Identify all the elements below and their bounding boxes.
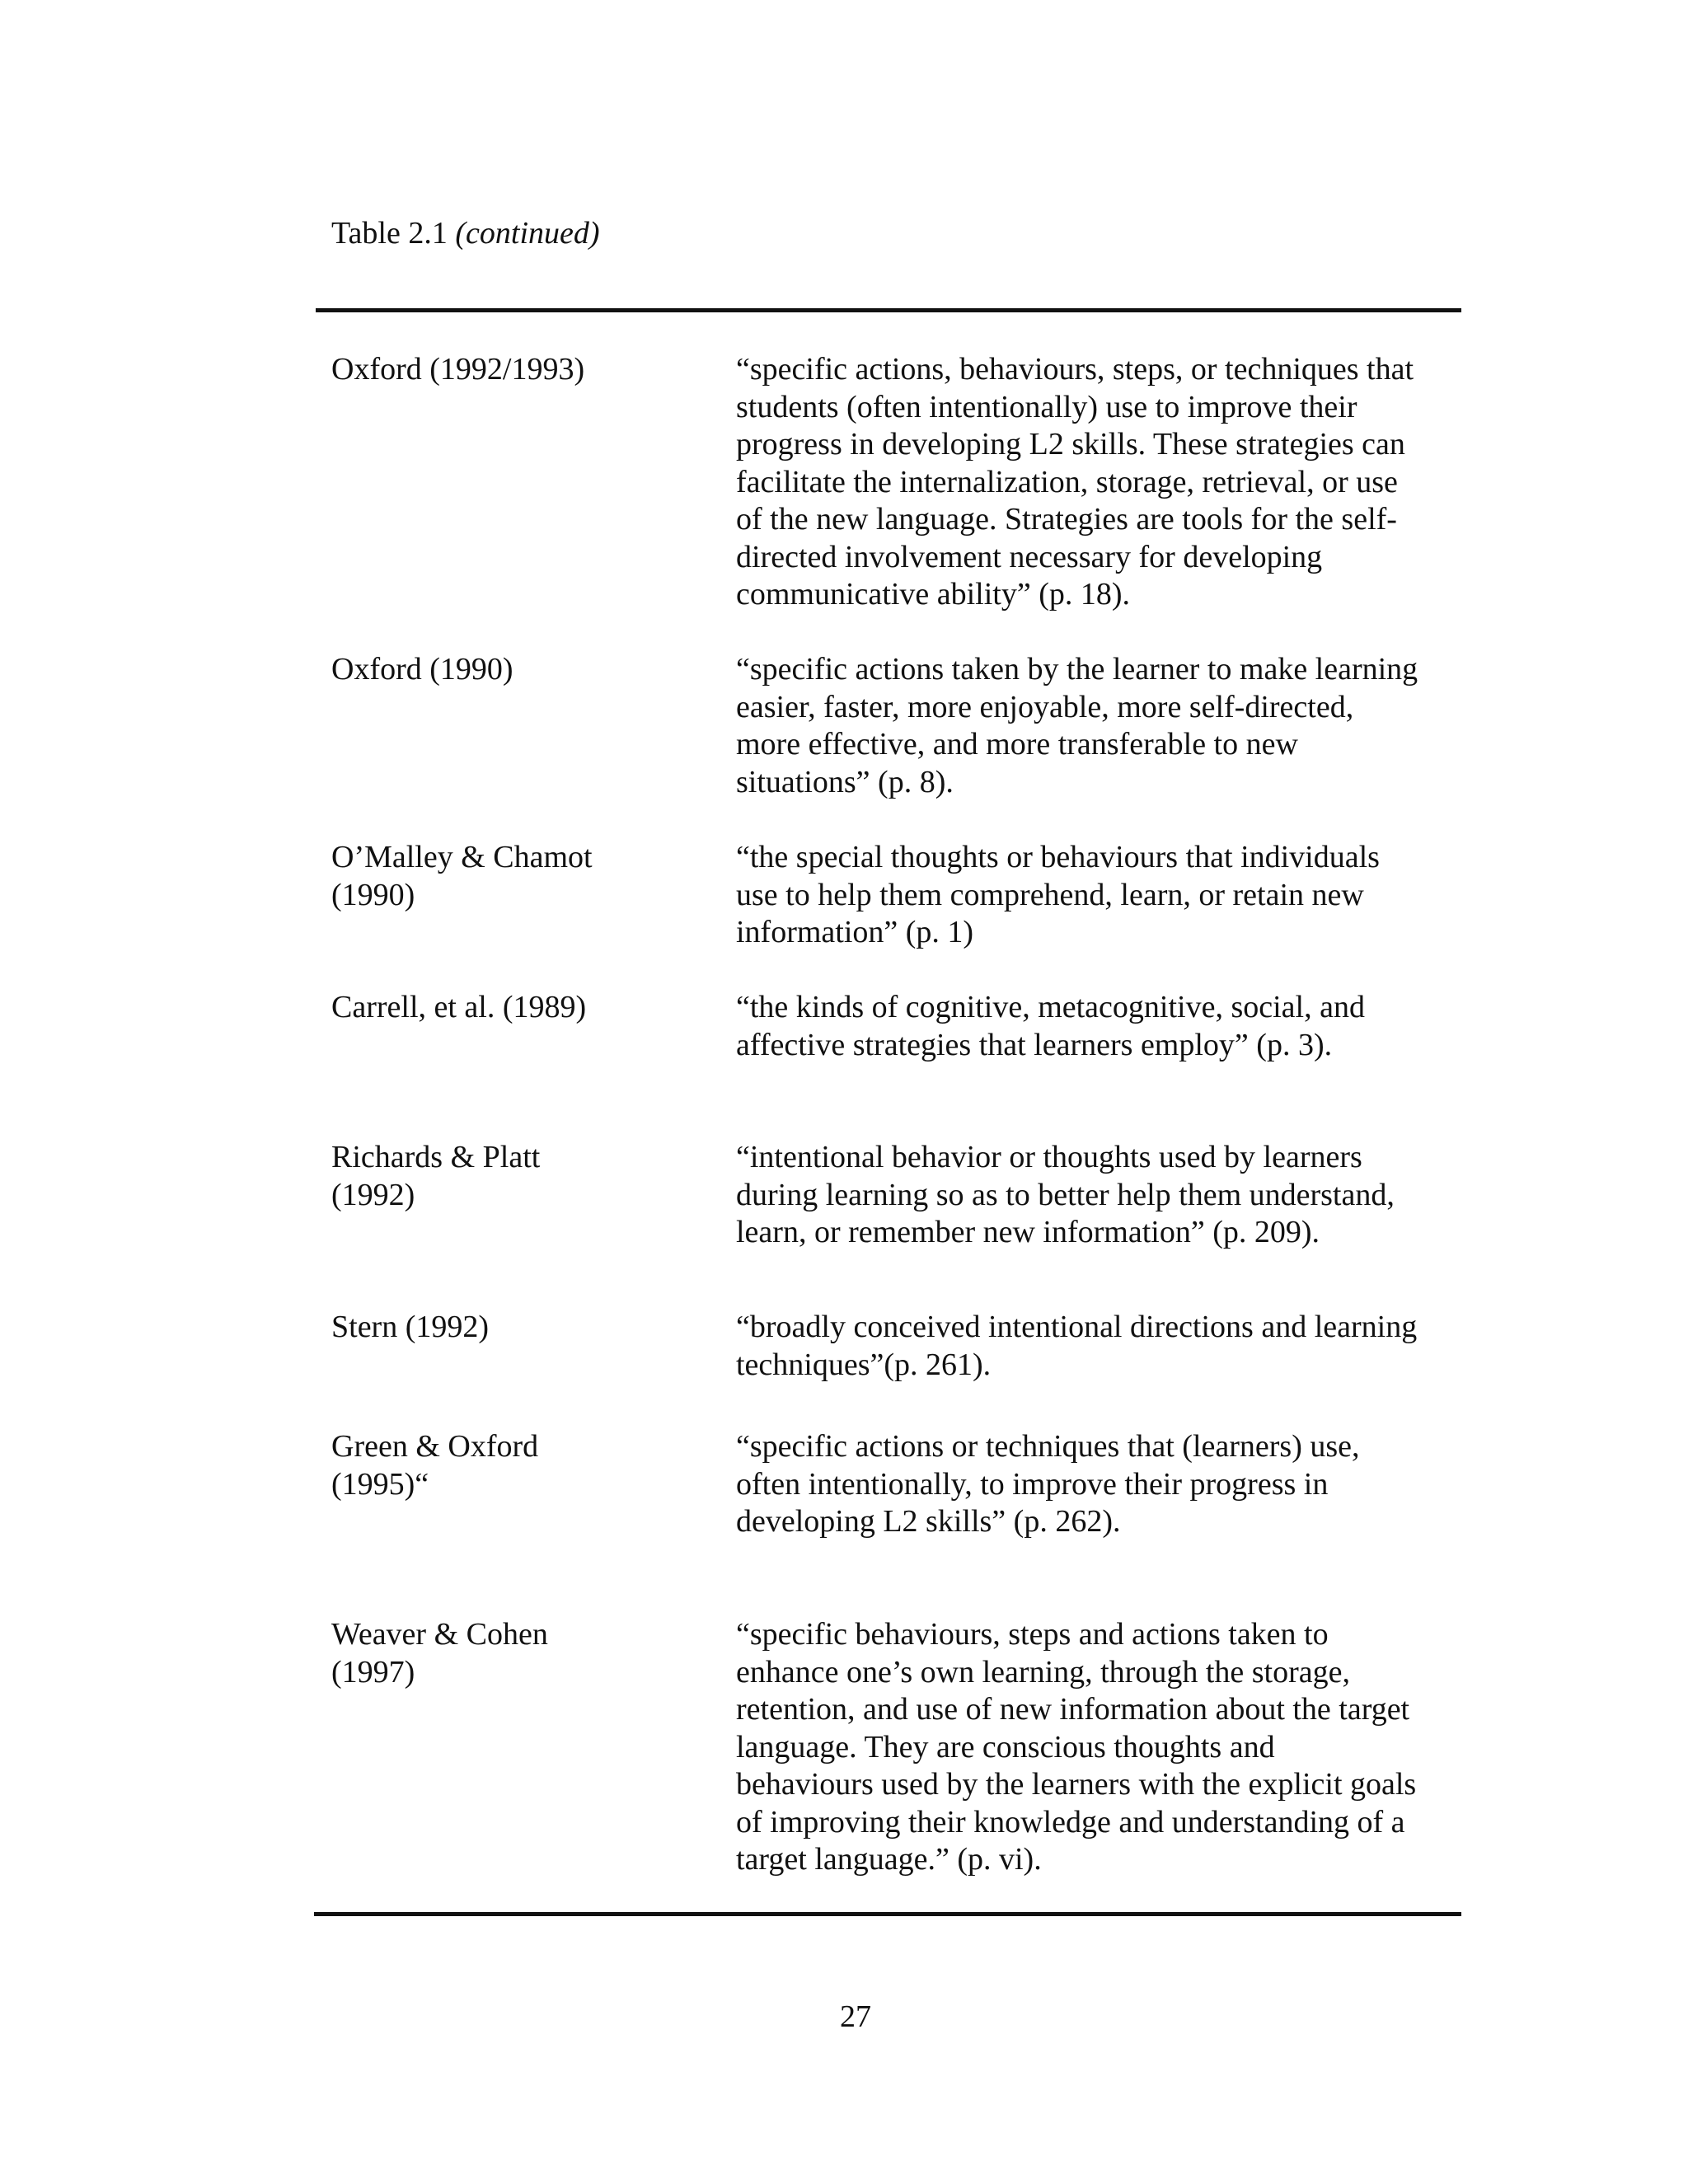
definition-line: directed involvement necessary for developing (736, 539, 1323, 574)
row-definition (736, 1616, 1461, 1879)
definition-line: of the new language. Strategies are tools for the self- (736, 502, 1397, 537)
definition-line: “specific actions, behaviours, steps, or techniques that (736, 352, 1414, 387)
row-author (331, 989, 678, 1027)
definition-line: often intentionally, to improve their progress in (736, 1466, 1329, 1502)
author-line: Oxford (1992/1993) (331, 352, 585, 387)
row-author (331, 1428, 678, 1503)
definition-line: “the special thoughts or behaviours that individuals (736, 840, 1380, 874)
definition-line: “specific behaviours, steps and actions taken to (736, 1617, 1329, 1652)
definition-line: of improving their knowledge and understanding of a (736, 1804, 1405, 1840)
definition-line: during learning so as to better help them understand, (736, 1177, 1395, 1212)
row-author (331, 1616, 678, 1691)
author-line: (1995)“ (331, 1466, 429, 1502)
definition-line: progress in developing L2 skills. These strategies can (736, 427, 1405, 462)
definition-line: information” (p. 1) (736, 915, 974, 949)
row-author (331, 351, 678, 389)
table-top-rule (316, 308, 1461, 312)
definition-line: behaviours used by the learners with the explicit goals (736, 1767, 1417, 1802)
author-line: Oxford (1990) (331, 652, 513, 687)
author-line: (1992) (331, 1177, 415, 1212)
author-line: Richards & Platt (331, 1140, 541, 1174)
row-definition (736, 1139, 1461, 1252)
definition-line: enhance one’s own learning, through the storage, (736, 1654, 1350, 1690)
definition-line: more effective, and more transferable to new (736, 727, 1298, 762)
definition-line: students (often intentionally) use to improve their (736, 389, 1357, 424)
definition-line: learn, or remember new information” (p. 209). (736, 1215, 1320, 1249)
author-line: Carrell, et al. (1989) (331, 990, 587, 1024)
author-line: (1997) (331, 1654, 415, 1690)
definition-line: “broadly conceived intentional directions and learning (736, 1310, 1418, 1344)
definition-line: “the kinds of cognitive, metacognitive, social, and (736, 990, 1365, 1024)
definition-line: “intentional behavior or thoughts used by learners (736, 1140, 1362, 1174)
page-number: 27 (840, 1999, 871, 2034)
row-author (331, 1309, 678, 1347)
row-definition (736, 1309, 1461, 1384)
definition-line: retention, and use of new information about the target (736, 1692, 1410, 1727)
definition-line: communicative ability” (p. 18). (736, 577, 1131, 612)
definition-line: “specific actions taken by the learner to make learning (736, 652, 1418, 687)
table-bottom-rule (314, 1912, 1461, 1916)
definition-line: affective strategies that learners employ” (p. 3). (736, 1027, 1333, 1062)
row-definition (736, 839, 1461, 952)
definition-line: use to help them comprehend, learn, or retain new (736, 877, 1364, 912)
row-definition (736, 1428, 1461, 1541)
row-definition (736, 989, 1461, 1064)
author-line: Weaver & Cohen (331, 1617, 548, 1652)
author-line: Stern (1992) (331, 1310, 490, 1344)
table-caption-label: Table 2.1 (331, 216, 448, 251)
row-definition (736, 651, 1461, 801)
definition-line: techniques”(p. 261). (736, 1347, 992, 1382)
definition-line: situations” (p. 8). (736, 764, 954, 799)
definition-line: target language.” (p. vi). (736, 1842, 1042, 1877)
definition-line: “specific actions or techniques that (learners) use, (736, 1429, 1360, 1464)
definition-line: facilitate the internalization, storage, retrieval, or use (736, 464, 1398, 499)
table-caption-note: (continued) (455, 216, 600, 251)
row-definition (736, 351, 1461, 614)
row-author (331, 839, 678, 914)
definition-line: easier, faster, more enjoyable, more self-directed, (736, 689, 1354, 724)
definition-line: developing L2 skills” (p. 262). (736, 1504, 1121, 1539)
author-line: (1990) (331, 877, 415, 912)
author-line: Green & Oxford (331, 1429, 539, 1464)
table-caption (331, 213, 600, 254)
row-author (331, 651, 678, 689)
row-author (331, 1139, 678, 1214)
author-line: O’Malley & Chamot (331, 840, 593, 874)
definition-line: language. They are conscious thoughts and (736, 1729, 1275, 1765)
